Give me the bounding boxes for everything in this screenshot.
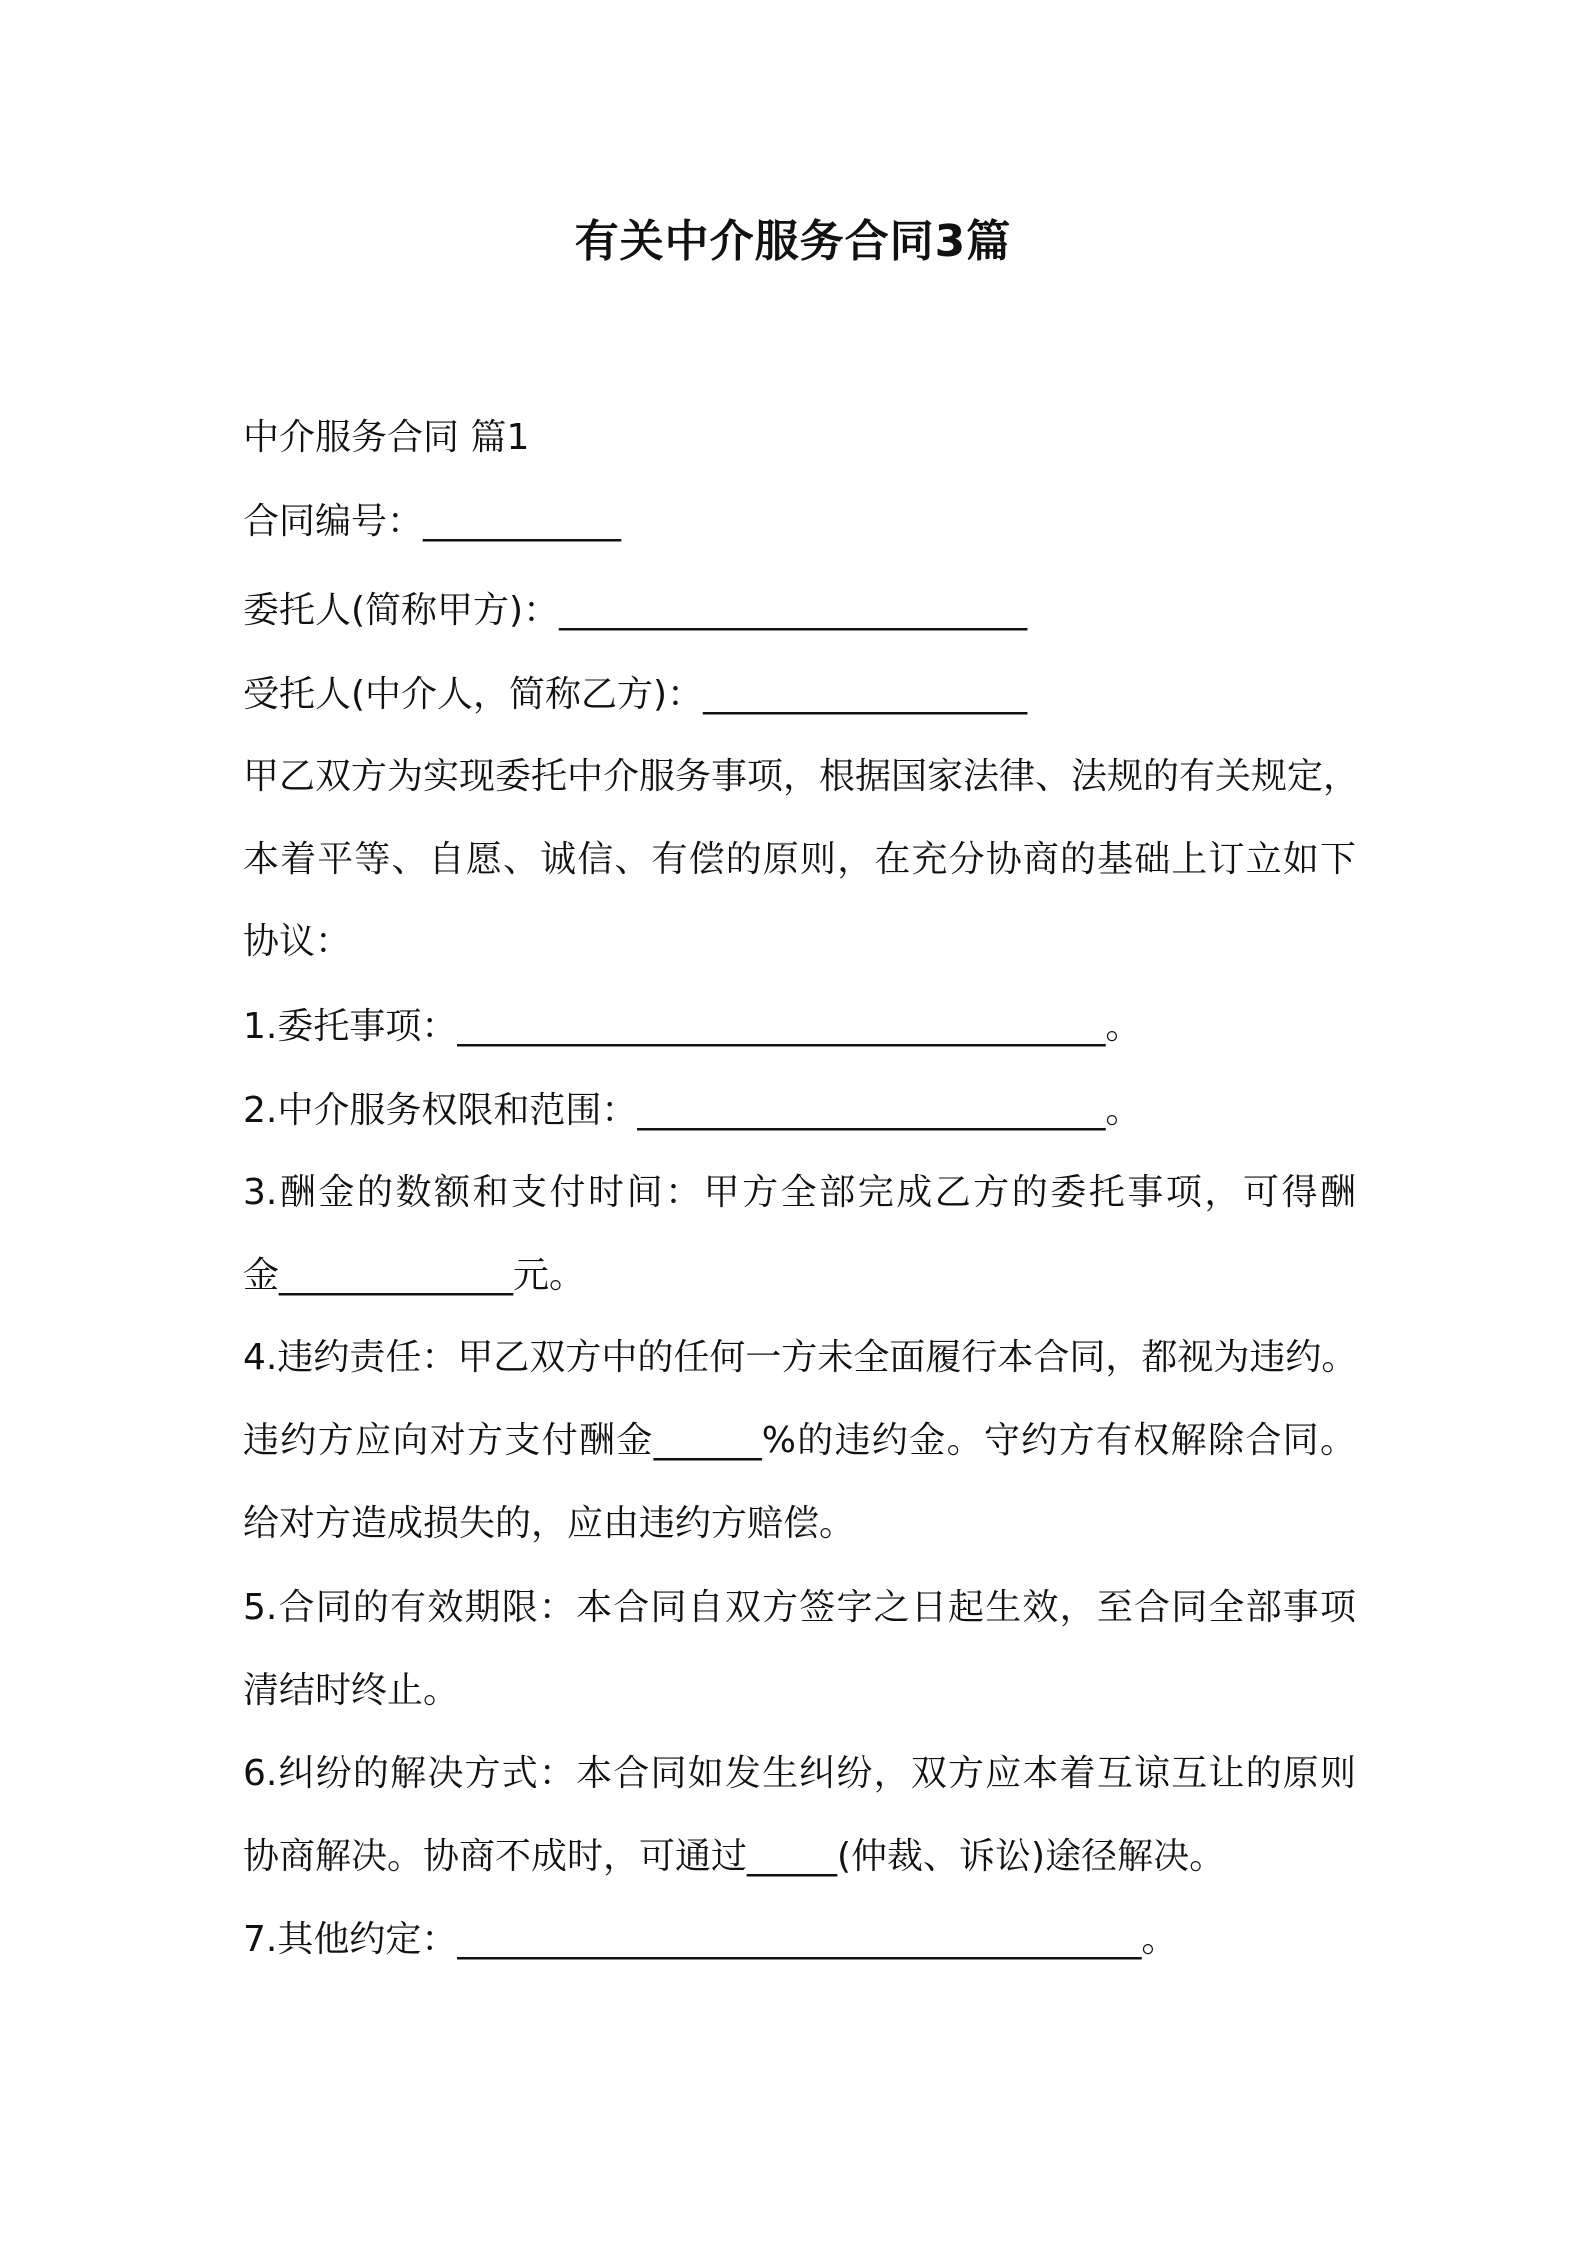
preamble-line-3: 协议： [243, 921, 352, 962]
clause-4-line-3: 给对方造成损失的，应由违约方赔偿。 [243, 1503, 856, 1544]
clause-1: 1.委托事项：____________________________________。 [243, 1006, 1142, 1047]
clause-5-line-1: 5.合同的有效期限：本合同自双方签字之日起生效，至合同全部事项 [243, 1587, 1356, 1628]
clause-4-line-1: 4.违约责任：甲乙双方中的任何一方未全面履行本合同，都视为违约。 [243, 1337, 1358, 1378]
clause-2: 2.中介服务权限和范围：__________________________。 [243, 1090, 1142, 1131]
clause-4-line-2: 违约方应向对方支付酬金______%的违约金。守约方有权解除合同。 [243, 1420, 1356, 1461]
contract-number-line: 合同编号：___________ [243, 501, 622, 542]
clause-3-line-1: 3.酬金的数额和支付时间：甲方全部完成乙方的委托事项，可得酬 [243, 1172, 1356, 1213]
clause-7: 7.其他约定：______________________________________。 [243, 1919, 1178, 1960]
clause-6-line-2: 协商解决。协商不成时，可通过_____(仲裁、诉讼)途径解决。 [243, 1836, 1226, 1877]
preamble-line-2: 本着平等、自愿、诚信、有偿的原则，在充分协商的基础上订立如下 [243, 839, 1356, 880]
agent-party-line: 受托人(中介人，简称乙方)：__________________ [243, 674, 1028, 715]
clause-6-line-1: 6.纠纷的解决方式：本合同如发生纠纷，双方应本着互谅互让的原则 [243, 1753, 1356, 1794]
section-heading: 中介服务合同 篇1 [243, 417, 530, 458]
clause-5-line-2: 清结时终止。 [243, 1670, 460, 1711]
preamble-line-1: 甲乙双方为实现委托中介服务事项，根据国家法律、法规的有关规定， [243, 756, 1360, 797]
document-title: 有关中介服务合同3篇 [574, 216, 1012, 267]
clause-3-line-2: 金_____________元。 [243, 1255, 586, 1296]
client-party-line: 委托人(简称甲方)：__________________________ [243, 590, 1028, 631]
